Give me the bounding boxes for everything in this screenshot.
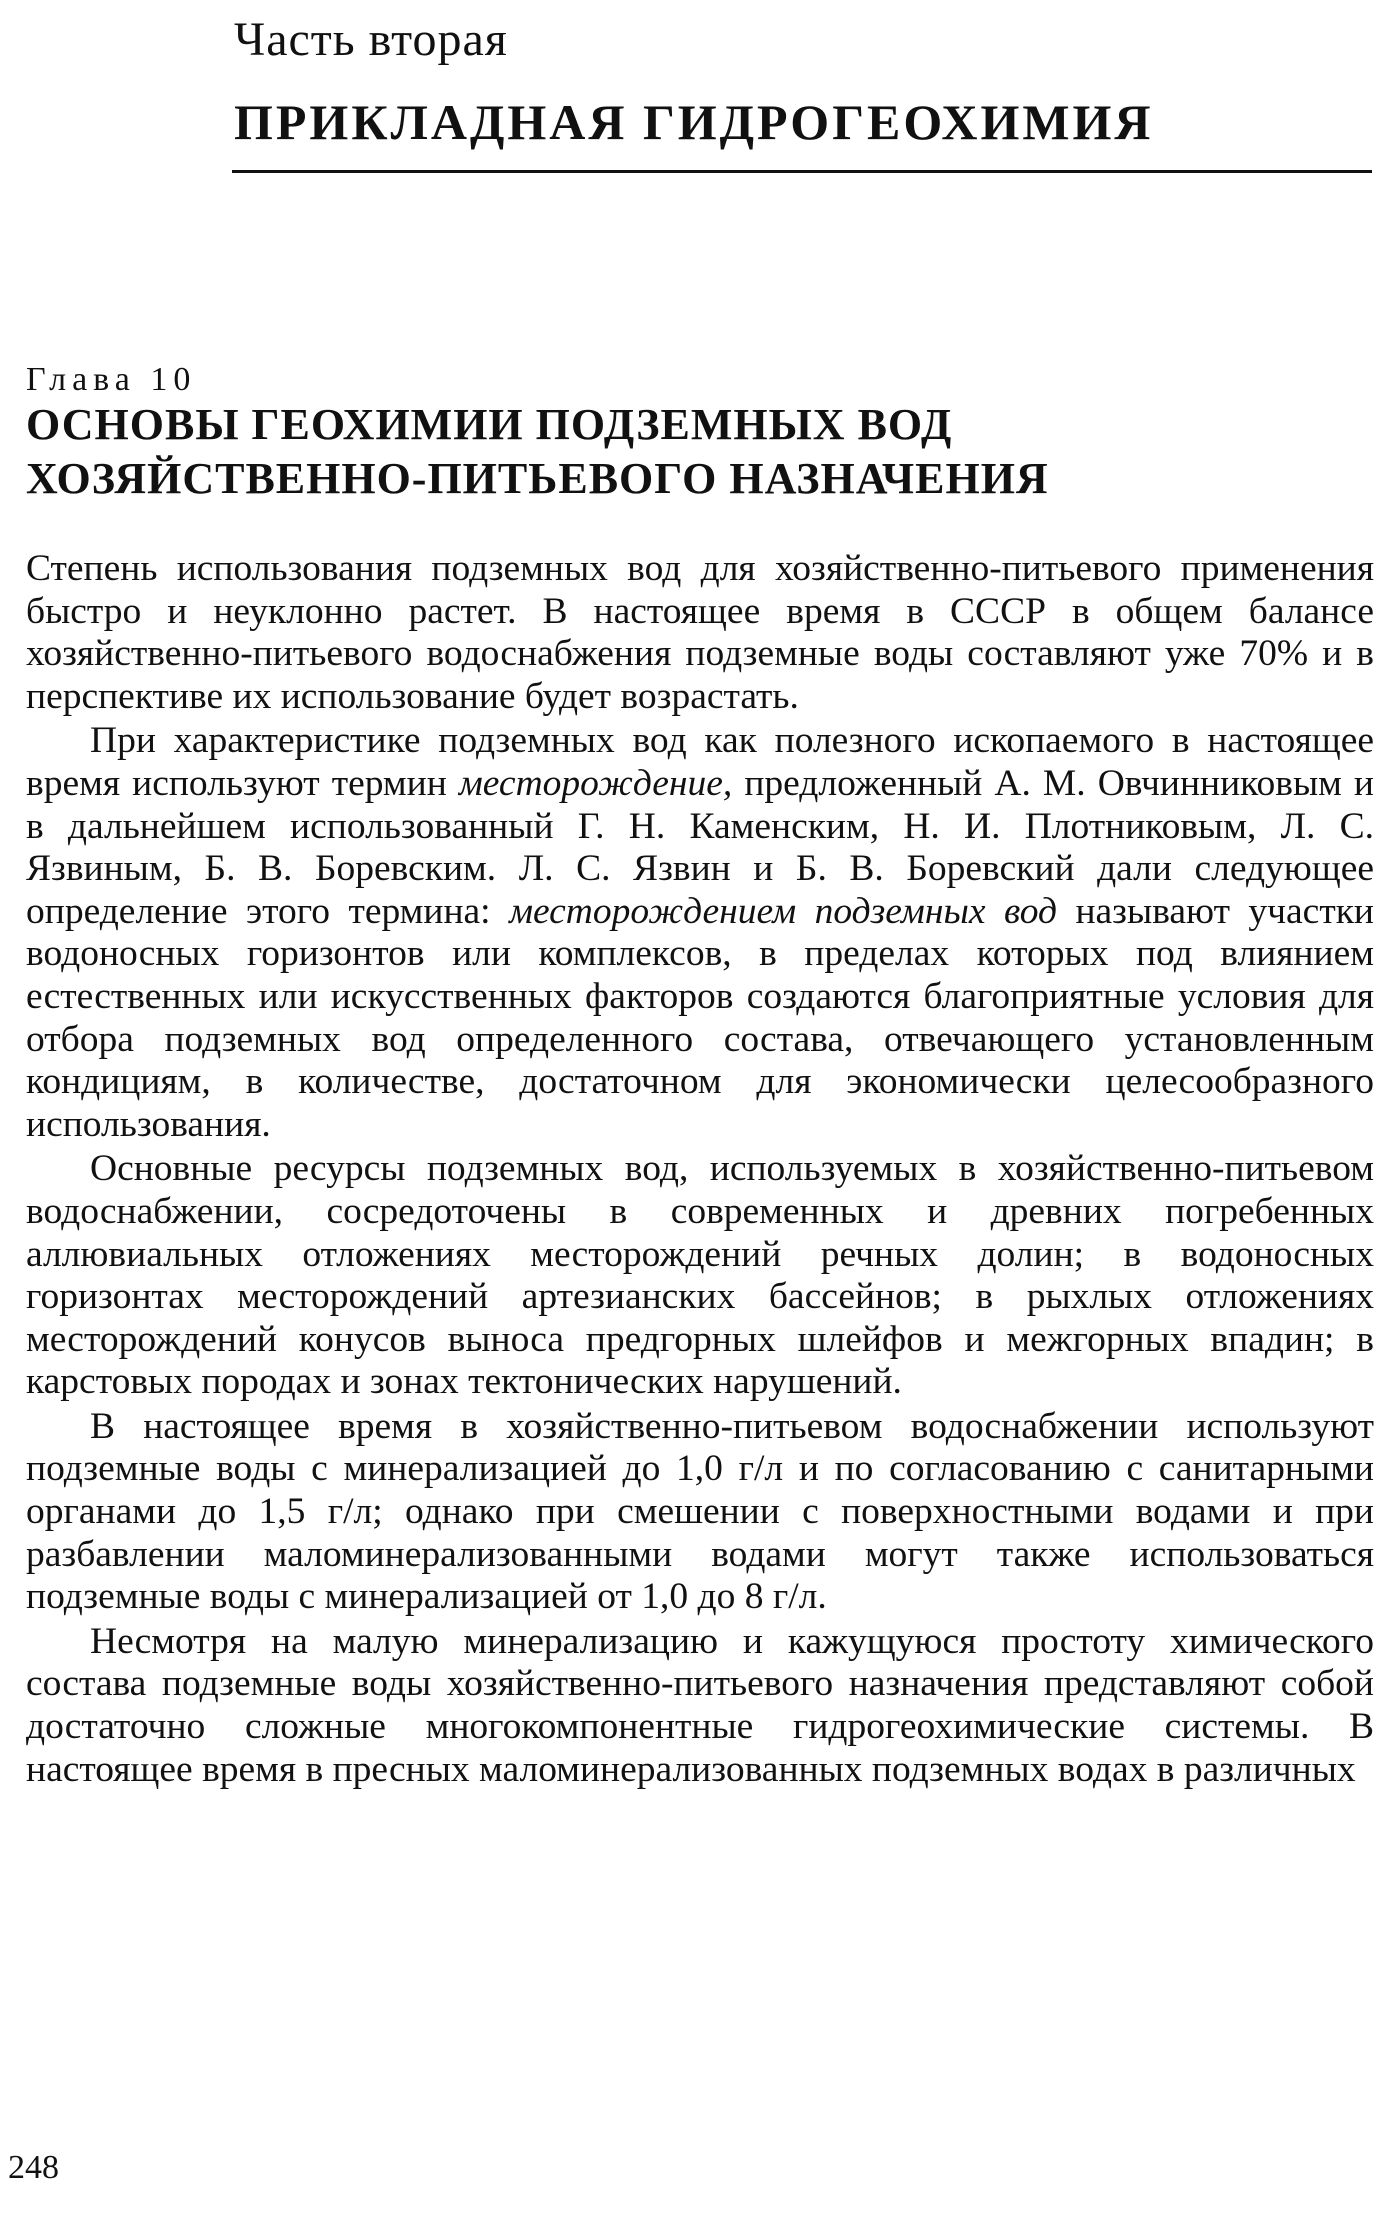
paragraph-5: Несмотря на малую минерализацию и кажущуюся простоту химического состава подземные воды хозяйственно-питьевого назначения представляют собой достаточно сложные многокомпонентные гидрогеохимические системы. В настоящее время в пресных маломинерализованных подземных водах в различных: [26, 1620, 1374, 1790]
page-number: 248: [8, 2149, 59, 2186]
paragraph-4: В настоящее время в хозяйственно-питьевом водоснабжении используют подземные воды с минерализацией до 1,0 г/л и по согласованию с санитарными органами до 1,5 г/л; однако при смешении с поверхностными водами и при разбавлении маломинерализованными водами могут также использоваться подземные воды с минерализацией от 1,0 до 8 г/л.: [26, 1405, 1374, 1618]
paragraph-2-part-c: называют участки водоносных горизонтов или комплексов, в пределах которых под влиянием естественных или искусственных факторов создаются благоприятные условия для отбора подземных вод определенного состава, отвечающего установленным кондициям, в количестве, достаточном для экономически целесообразного использования.: [26, 890, 1374, 1145]
chapter-label: Глава 10: [26, 361, 197, 398]
term-deposit: месторождение,: [458, 762, 733, 804]
paragraph-3: Основные ресурсы подземных вод, используемых в хозяйственно-питьевом водоснабжении, сосредоточены в современных и древних погребенных аллювиальных отложениях месторождений речных долин; в водоносных горизонтах месторождений артезианских бассейнов; в рыхлых отложениях месторождений конусов выноса предгорных шлейфов и межгорных впадин; в карстовых породах и зонах тектонических нарушений.: [26, 1148, 1374, 1403]
paragraph-1: Степень использования подземных вод для хозяйственно-питьевого применения быстро и неуклонно растет. В настоящее время в СССР в общем балансе хозяйственно-питьевого водоснабжения подземные воды составляют уже 70% и в перспективе их использование будет возрастать.: [26, 548, 1374, 717]
body-text: [26, 548, 1374, 1793]
chapter-title: [26, 398, 1326, 506]
term-groundwater-deposit: месторождением подземных вод: [509, 890, 1057, 932]
paragraph-2-part-a: При характеристике подземных вод как полезного ископаемого в настоящее время используют термин: [26, 720, 1374, 804]
part-divider: [232, 170, 1372, 173]
chapter-title-line-1: ОСНОВЫ ГЕОХИМИИ ПОДЗЕМНЫХ ВОД: [26, 400, 953, 449]
paragraph-2-part-b: предложенный А. М. Овчинниковым и в дальнейшем использованный Г. Н. Каменским, Н. И. Плотниковым, Л. С. Язвиным, Б. В. Боревским. Л. С. Язвин и Б. В. Боревский дали следующее определение этого термина:: [26, 762, 1374, 932]
part-label: Часть вторая: [234, 13, 508, 66]
part-title: ПРИКЛАДНАЯ ГИДРОГЕОХИМИЯ: [234, 94, 1154, 150]
paragraph-2: [26, 720, 1374, 1146]
chapter-title-line-2: ХОЗЯЙСТВЕННО-ПИТЬЕВОГО НАЗНАЧЕНИЯ: [26, 454, 1049, 503]
